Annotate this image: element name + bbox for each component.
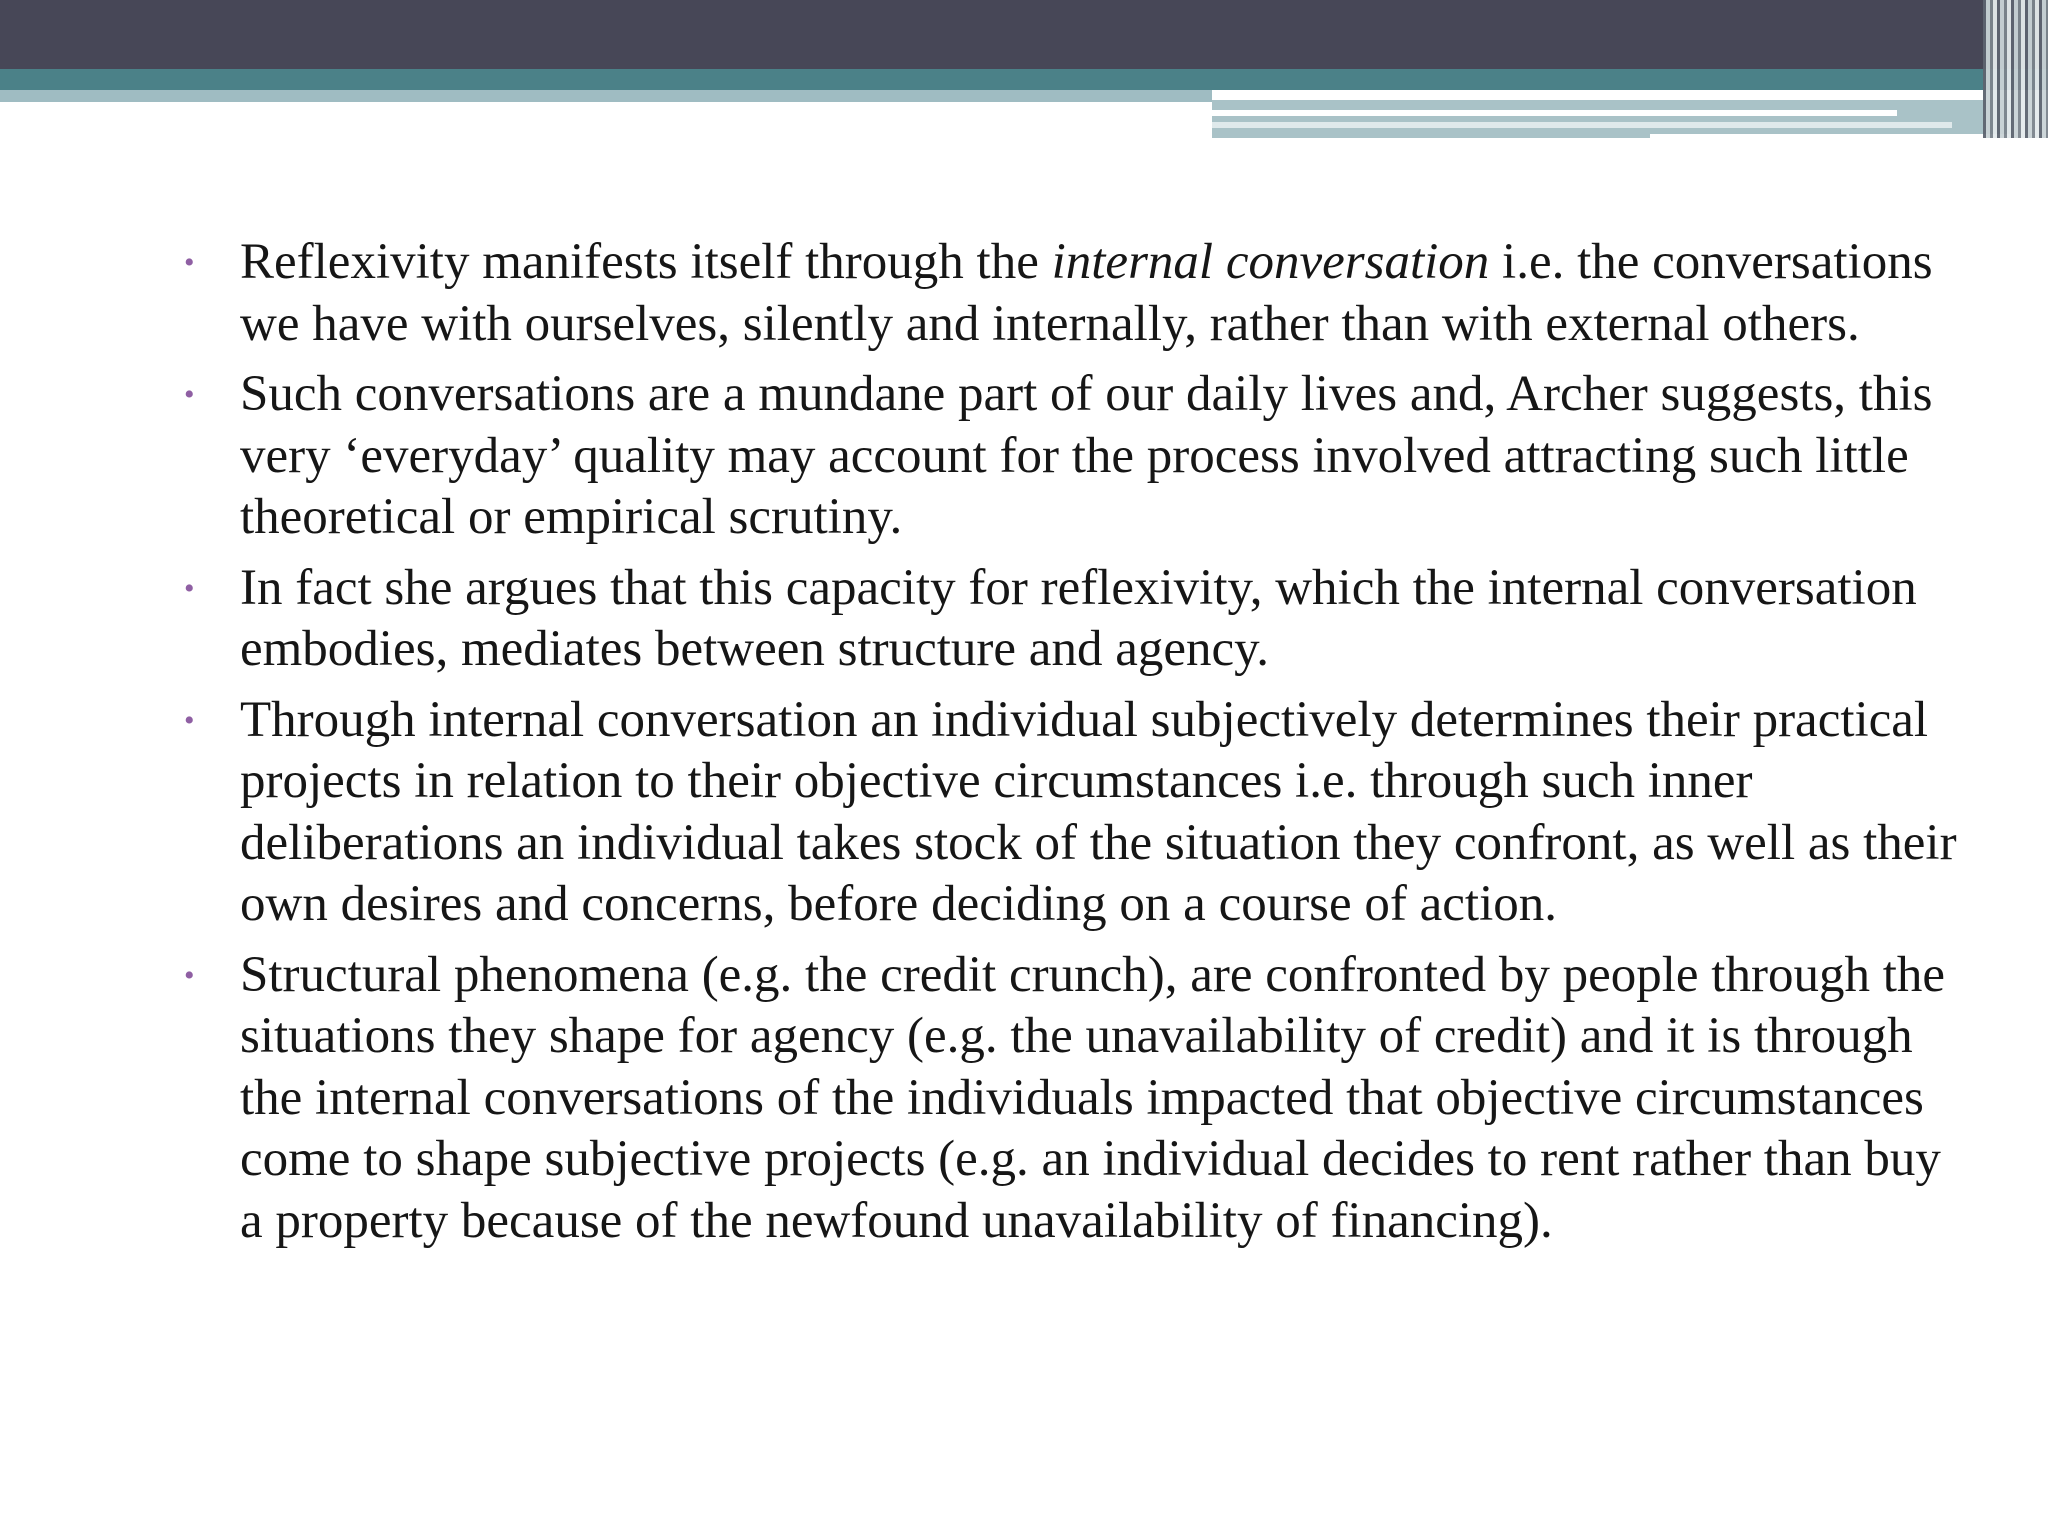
bullet-icon: • — [184, 958, 195, 992]
bullet-icon: • — [184, 246, 195, 279]
header-accent-line — [1212, 110, 1897, 116]
bullet-text: Such conversations are a mundane part of our daily lives and, Archer suggests, this very ‘everyday’ quality may account for the process involved attracting such little theoretical or empirical scrutiny. — [240, 366, 1933, 545]
bullet-text: Structural phenomena (e.g. the credit crunch), are confronted by people through the situations they shape for agency (e.g. the unavailability of credit) and it is through the internal conversations of the individuals impacted that objective circumstances come to shape subjective projects (e.g. an individual decides to rent rather than buy a property because of the newfound unavailability of financing). — [240, 946, 1946, 1249]
bullet-text: In fact she argues that this capacity for reflexivity, which the internal conversation embodies, mediates between structure and agency. — [240, 559, 1917, 677]
bullet-item — [180, 558, 1970, 681]
bullet-text: Reflexivity manifests itself through the — [240, 234, 1052, 290]
bullet-item — [180, 364, 1970, 549]
header-dark-bar — [0, 0, 2048, 69]
bullet-item — [180, 232, 1970, 355]
bullet-text: Through internal conversation an individual subjectively determines their practical projects in relation to their objective circumstances i.e. through such inner deliberations an individual takes stock of the situation they confront, as well as their own desires and concerns, before deciding on a course of action. — [240, 691, 1957, 932]
header-accent-line — [1650, 134, 2010, 138]
header-accent-bar — [1212, 100, 2012, 138]
header-light-bar — [0, 90, 1212, 102]
bullet-emphasis: internal conversation — [1051, 234, 1490, 290]
bullet-icon: • — [184, 571, 195, 605]
slide-body — [180, 232, 1970, 1261]
header-stripes — [1983, 0, 2048, 138]
bullet-text: i.e. the conversations we have with ourselves, silently and internally, rather than with external others. — [240, 234, 1933, 352]
bullet-item — [180, 945, 1970, 1253]
header-teal-bar — [0, 69, 2048, 90]
header-accent-line — [1212, 122, 1952, 128]
bullet-list — [180, 232, 1970, 1252]
bullet-icon: • — [184, 703, 195, 737]
bullet-icon: • — [184, 378, 195, 411]
bullet-item — [180, 690, 1970, 936]
